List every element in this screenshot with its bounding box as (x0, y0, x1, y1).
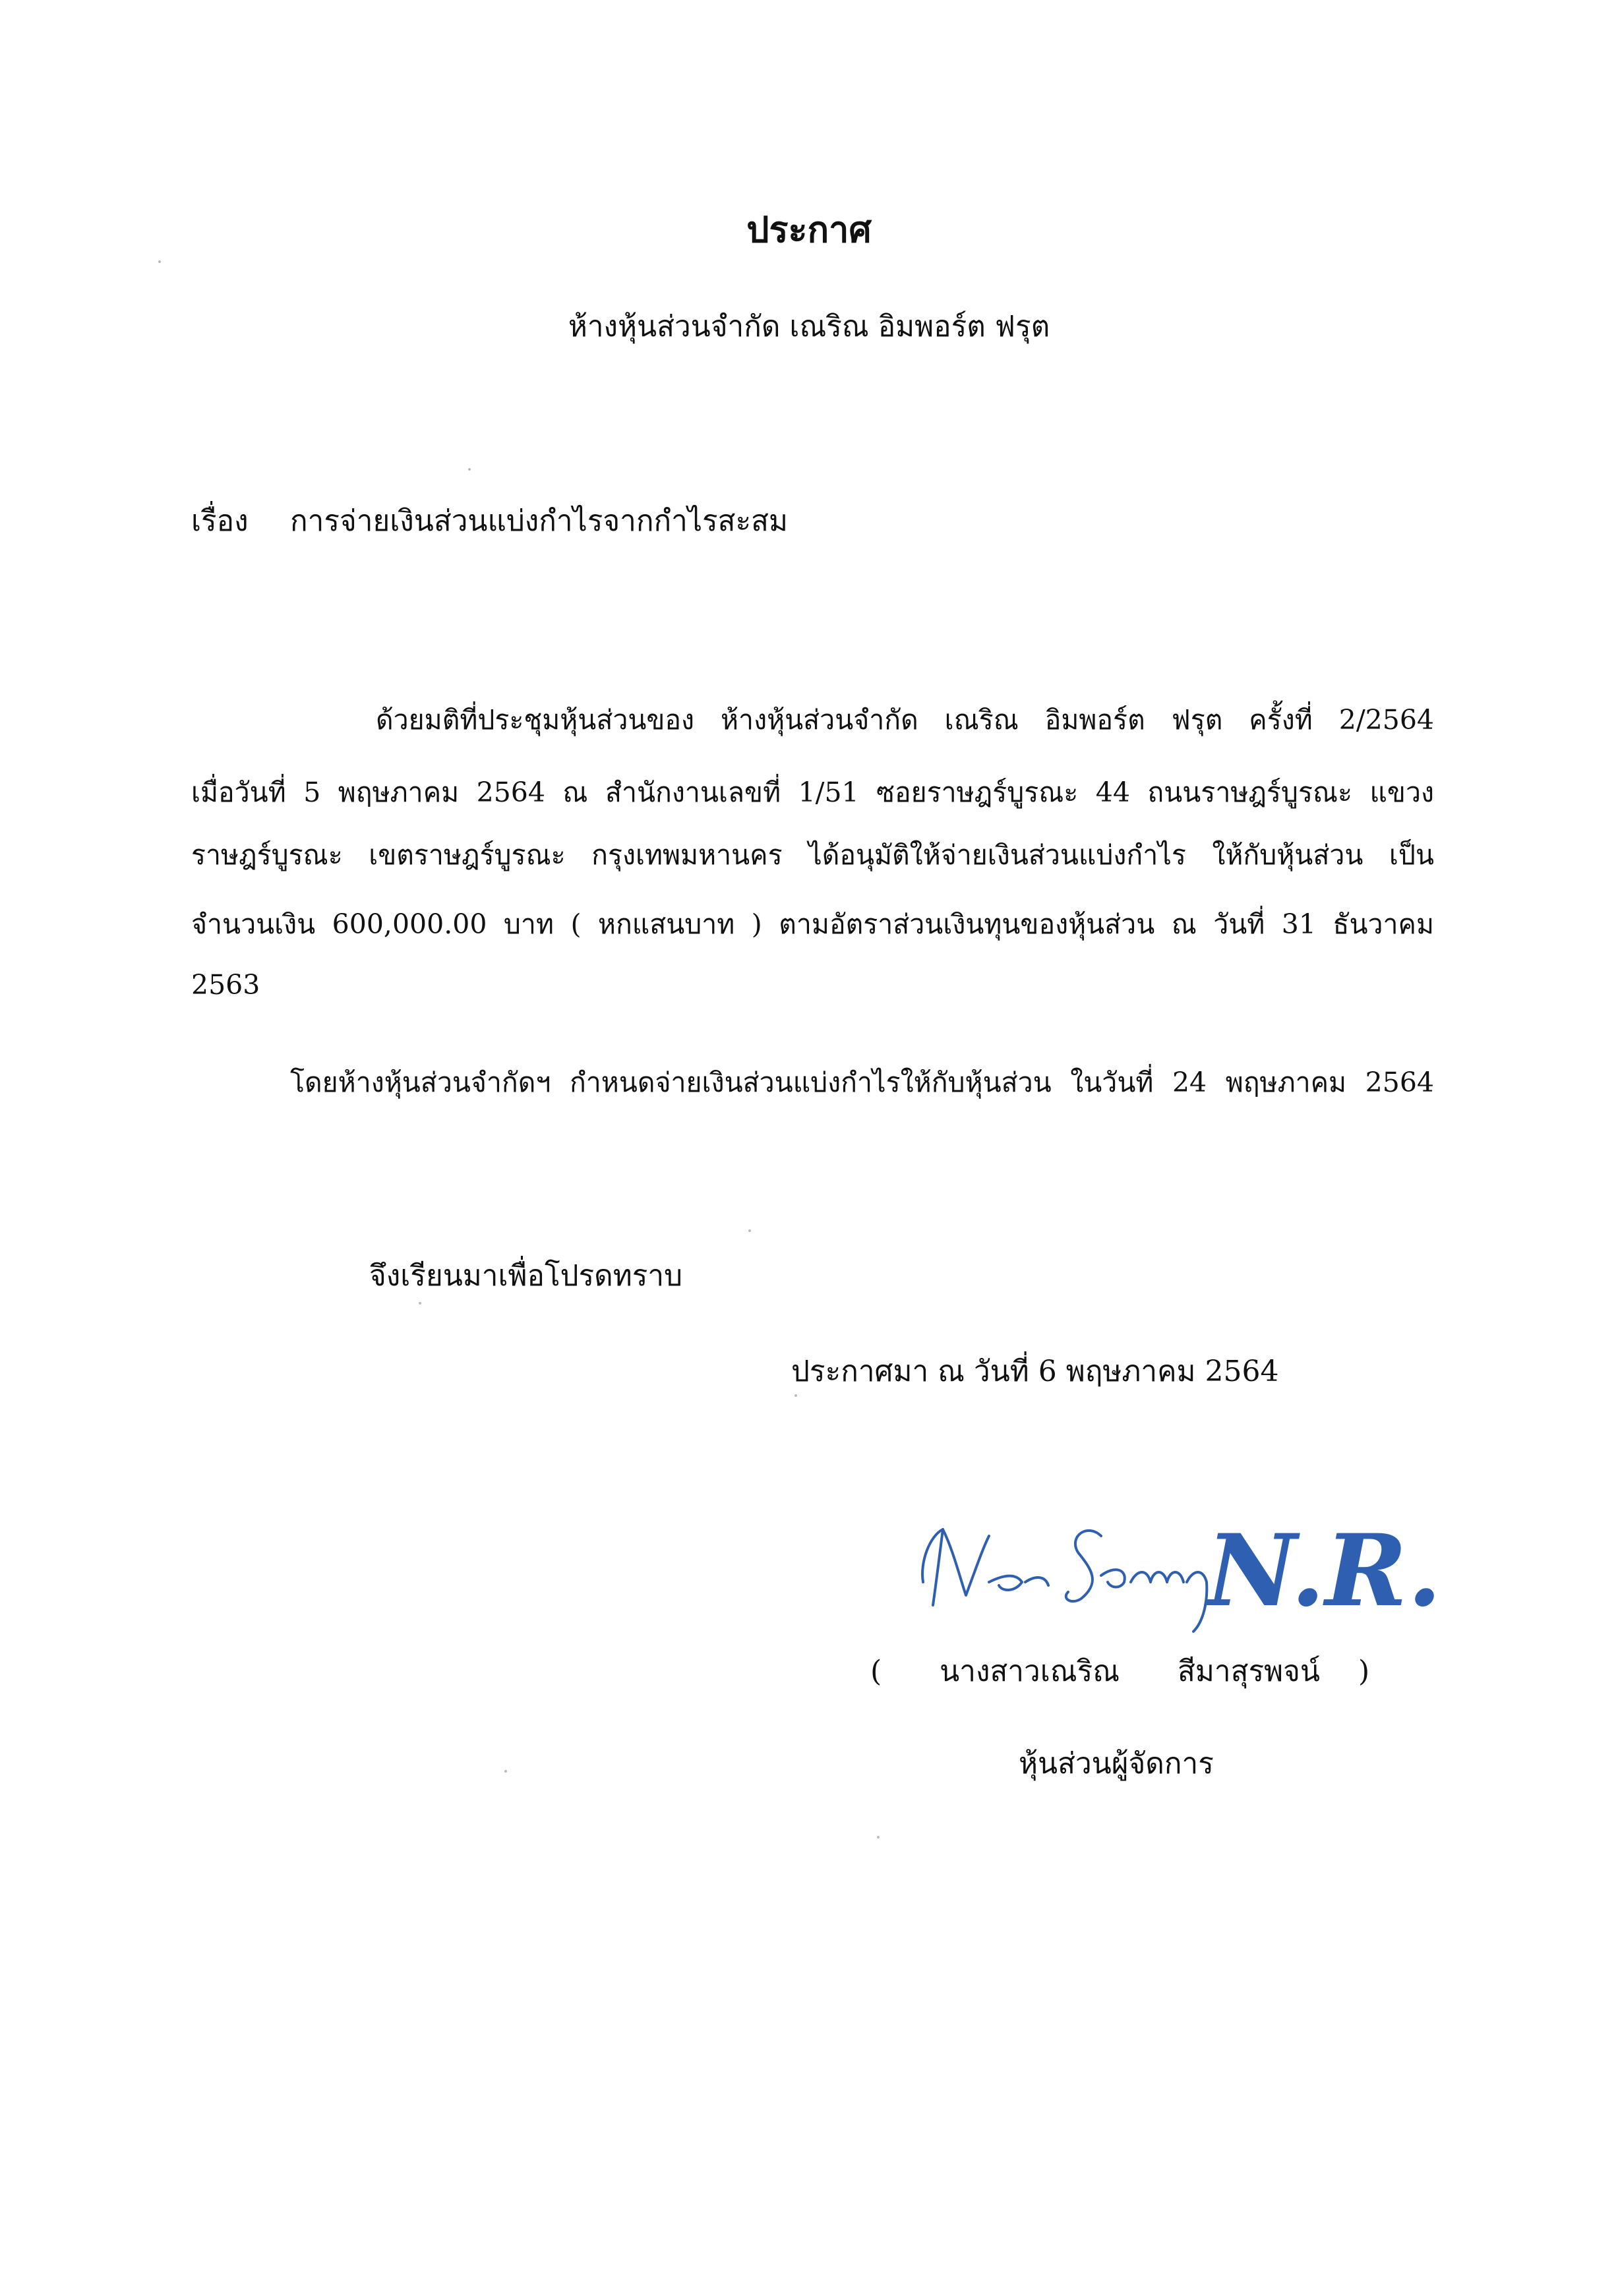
signer-position: หุ้นส่วนผู้จัดการ (1019, 1747, 1214, 1781)
organization-name: ห้างหุ้นส่วนจำกัด เณริณ อิมพอร์ต ฟรุต (568, 310, 1050, 343)
scan-speck (158, 260, 161, 263)
signer-close-paren: ) (1358, 1655, 1370, 1688)
signature-stroke (922, 1529, 943, 1605)
paragraph1-line-4: จำนวนเงิน 600,000.00 บาท ( หกแสนบาท ) ตามอัตราส่วนเงินทุนของหุ้นส่วน ณ วันที่ 31 ธันวาคม (191, 908, 1434, 940)
announcement-date: ประกาศมา ณ วันที่ 6 พฤษภาคม 2564 (791, 1355, 1279, 1388)
paragraph1-line-5: 2563 (191, 969, 260, 1001)
scan-speck (504, 1770, 507, 1773)
signer-name-line (870, 1648, 1369, 1694)
signature-stroke (1066, 1531, 1101, 1601)
signature-stroke (1187, 1572, 1207, 1632)
scan-speck (748, 1229, 751, 1232)
scan-speck (794, 1394, 797, 1397)
subject-text: การจ่ายเงินส่วนแบ่งกำไรจากกำไรสะสม (290, 504, 788, 538)
document-title: ประกาศ (746, 208, 872, 250)
handwritten-signature (903, 1483, 1451, 1641)
signer-open-paren: ( (870, 1655, 882, 1688)
signature-stroke (1025, 1577, 1048, 1585)
subject-line (191, 498, 788, 544)
scan-speck (419, 1302, 421, 1305)
signature-stroke (1101, 1570, 1125, 1587)
subject-label: เรื่อง (191, 504, 249, 538)
closing-text: จึงเรียนมาเพื่อโปรดทราบ (369, 1259, 683, 1293)
scan-speck (468, 468, 471, 471)
signature-stroke (943, 1529, 989, 1595)
signature-stroke (989, 1576, 1022, 1590)
signer-name: นางสาวเณริณ (940, 1655, 1120, 1688)
paragraph1-line-2: เมื่อวันที่ 5 พฤษภาคม 2564 ณ สำนักงานเลขที่ 1/51 ซอยราษฎร์บูรณะ 44 ถนนราษฎร์บูรณะ แขวง (191, 777, 1434, 808)
paragraph1-line-1: ด้วยมติที่ประชุมหุ้นส่วนของ ห้างหุ้นส่วนจำกัด เณริณ อิมพอร์ต ฟรุต ครั้งที่ 2/2564 (376, 704, 1434, 736)
signature-stroke (1131, 1572, 1184, 1582)
scan-speck (877, 1836, 880, 1839)
signature-initials: N.R. (1207, 1513, 1442, 1629)
paragraph1-line-3: ราษฎร์บูรณะ เขตราษฎร์บูรณะ กรุงเทพมหานคร ได้อนุมัติให้จ่ายเงินส่วนแบ่งกำไร ให้กับหุ้นส่วน เป็น (191, 839, 1434, 871)
signer-surname: สีมาสุรพจน์ (1178, 1655, 1320, 1688)
paragraph2: โดยห้างหุ้นส่วนจำกัดฯ กำหนดจ่ายเงินส่วนแบ่งกำไรให้กับหุ้นส่วน ในวันที่ 24 พฤษภาคม 2564 (290, 1067, 1434, 1098)
